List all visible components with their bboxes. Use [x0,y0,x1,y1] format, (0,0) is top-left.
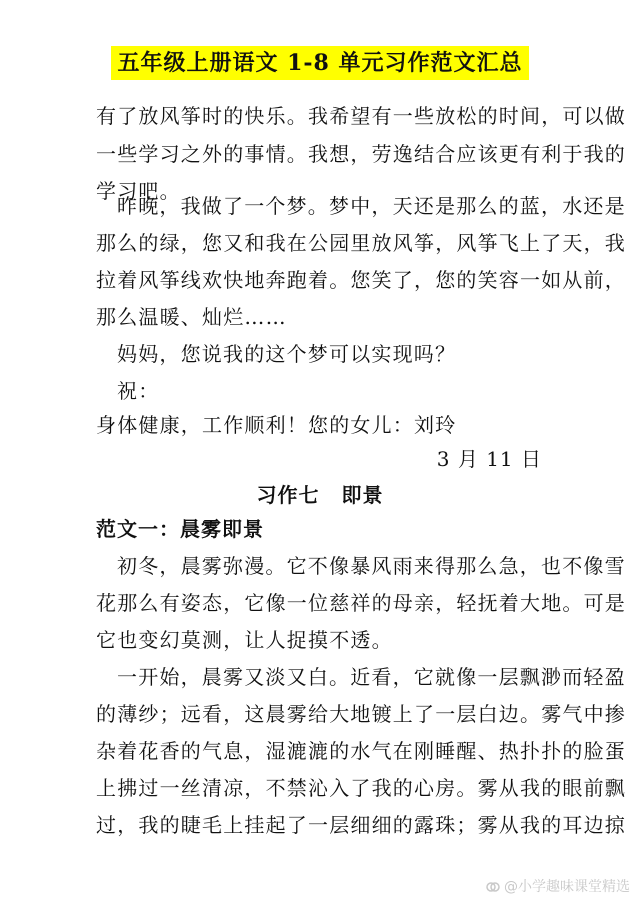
section-title-right: 即景 [341,483,384,507]
letter-line-4: 昨晚，我做了一个梦。梦中，天还是那么的蓝，水还是 [117,194,626,218]
letter-date: 3 月 11 日 [436,447,542,471]
letter-line-6: 拉着风筝线欢快地奔跑着。您笑了，您的笑容一如从前， [96,268,626,292]
letter-line-8: 妈妈，您说我的这个梦可以实现吗？ [117,342,457,366]
essay-line-7: 上拂过一丝清凉，不禁沁入了我的心房。雾从我的眼前飘 [96,776,626,800]
letter-line-10: 身体健康，工作顺利！您的女儿：刘玲 [96,413,457,437]
essay-line-3: 它也变幻莫测，让人捉摸不透。 [96,628,393,652]
watermark-logo-icon [486,880,500,894]
letter-line-3: 学习吧。 [96,179,181,203]
section-subtitle: 范文一：晨雾即景 [96,517,264,541]
section-title-left: 习作七 [256,483,320,507]
essay-line-2: 花那么有姿态，它像一位慈祥的母亲，轻抚着大地。可是 [96,591,626,615]
title-bar [0,46,640,80]
watermark-text: @小学趣味课堂精选 [504,879,630,895]
letter-line-5: 那么的绿，您又和我在公园里放风筝，风筝飞上了天，我 [96,231,626,255]
section-title [0,480,640,510]
letter-line-2: 一些学习之外的事情。我想，劳逸结合应该更有利于我的 [96,142,626,166]
watermark [486,877,630,897]
essay-line-6: 杂着花香的气息，湿漉漉的水气在刚睡醒、热扑扑的脸蛋 [96,739,626,763]
document-title: 五年级上册语文 1-8 单元习作范文汇总 [111,46,528,80]
essay-line-4: 一开始，晨雾又淡又白。近看，它就像一层飘渺而轻盈 [117,665,626,689]
essay-line-1: 初冬，晨雾弥漫。它不像暴风雨来得那么急，也不像雪 [117,554,626,578]
letter-line-9: 祝： [117,379,160,403]
essay-line-8: 过，我的睫毛上挂起了一层细细的露珠；雾从我的耳边掠 [96,813,626,837]
letter-line-1: 有了放风筝时的快乐。我希望有一些放松的时间，可以做 [96,104,626,128]
essay-line-5: 的薄纱；远看，这晨雾给大地镀上了一层白边。雾气中掺 [96,702,626,726]
letter-line-7: 那么温暖、灿烂…… [96,305,287,329]
